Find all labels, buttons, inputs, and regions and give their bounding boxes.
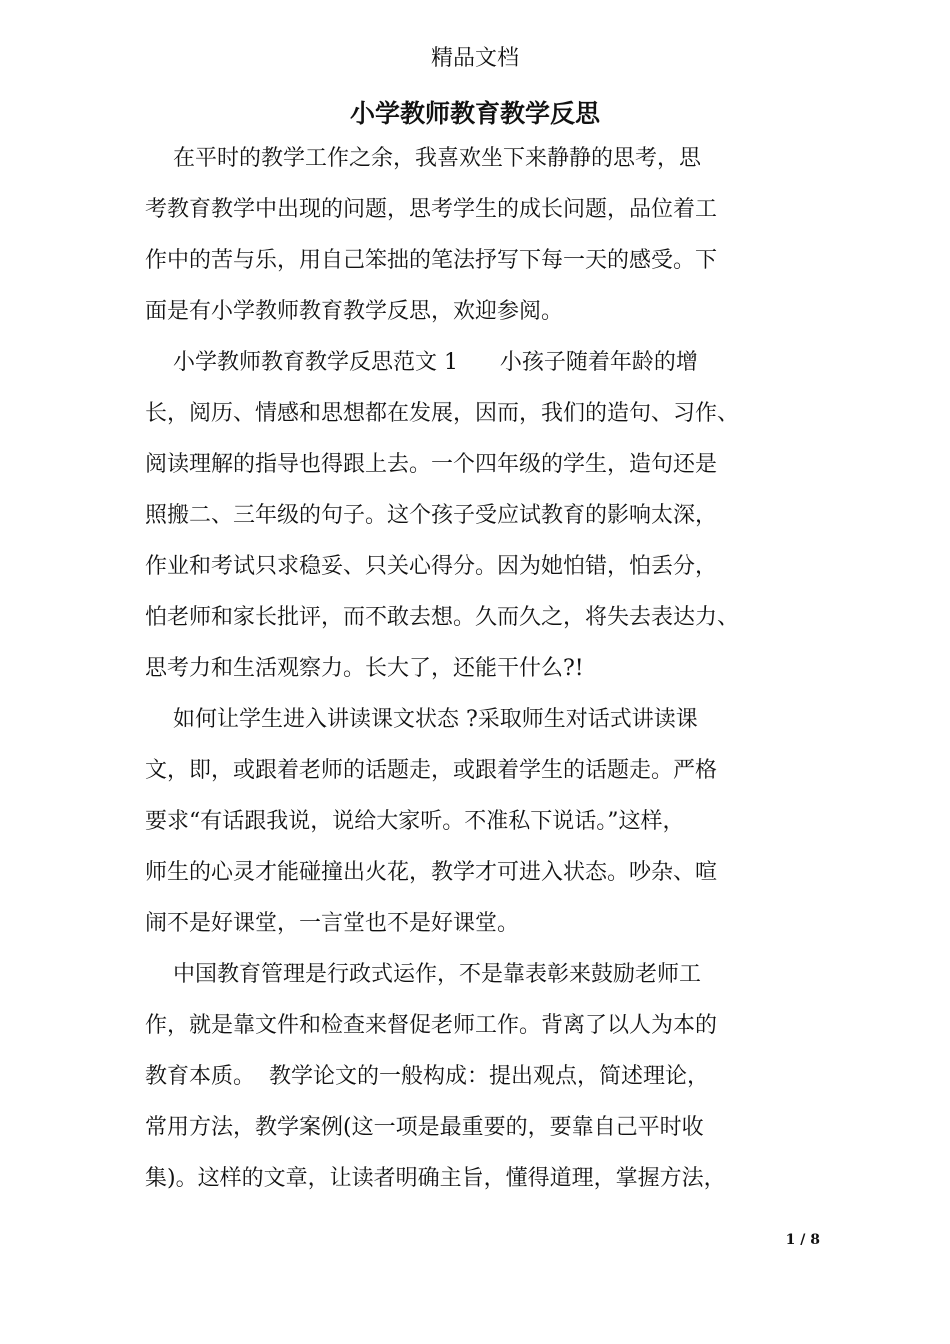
text-line: 考教育教学中出现的问题，思考学生的成长问题，品位着工 <box>145 197 718 222</box>
text-line: 思考力和生活观察力。长大了，还能干什么?! <box>145 656 584 681</box>
paragraph <box>145 146 835 350</box>
text-line: 中国教育管理是行政式运作，不是靠表彰来鼓励老师工 <box>145 962 701 987</box>
text-line: 集)。这样的文章，让读者明确主旨，懂得道理，掌握方法， <box>145 1166 726 1191</box>
text-line: 怕老师和家长批评，而不敢去想。久而久之，将失去表达力、 <box>145 605 740 630</box>
text-line: 常用方法，教学案例(这一项是最重要的，要靠自己平时收 <box>145 1115 704 1140</box>
text-line: 教育本质。 教学论文的一般构成：提出观点，简述理论， <box>145 1064 709 1089</box>
text-line: 如何让学生进入讲读课文状态 ?采取师生对话式讲读课 <box>145 707 698 732</box>
text-line: 闹不是好课堂，一言堂也不是好课堂。 <box>145 911 520 936</box>
text-line: 要求“有话跟我说，说给大家听。不准私下说话。”这样， <box>145 809 685 834</box>
paragraph <box>145 350 835 707</box>
text-line: 文，即，或跟着老师的话题走，或跟着学生的话题走。严格 <box>145 758 718 783</box>
text-line: 长，阅历、情感和思想都在发展，因而，我们的造句、习作、 <box>145 401 740 426</box>
text-line: 师生的心灵才能碰撞出火花，教学才可进入状态。吵杂、喧 <box>145 860 718 885</box>
paragraph <box>145 962 835 1217</box>
page-header: 精品文档 <box>430 46 519 71</box>
text-line: 小学教师教育教学反思范文 1 小孩子随着年龄的增 <box>145 350 698 375</box>
paragraph <box>145 707 835 962</box>
text-line: 作中的苦与乐，用自己笨拙的笔法抒写下每一天的感受。下 <box>145 248 718 273</box>
text-line: 在平时的教学工作之余，我喜欢坐下来静静的思考，思 <box>145 146 701 171</box>
text-line: 照搬二、三年级的句子。这个孩子受应试教育的影响太深， <box>145 503 718 528</box>
text-line: 作业和考试只求稳妥、只关心得分。因为她怕错，怕丢分， <box>145 554 718 579</box>
document-title: 小学教师教育教学反思 <box>349 99 600 128</box>
text-line: 面是有小学教师教育教学反思，欢迎参阅。 <box>145 299 564 324</box>
page-number: 1 / 8 <box>785 1232 820 1248</box>
document-body <box>145 146 835 1217</box>
text-line: 阅读理解的指导也得跟上去。一个四年级的学生，造句还是 <box>145 452 718 477</box>
text-line: 作，就是靠文件和检查来督促老师工作。背离了以人为本的 <box>145 1013 718 1038</box>
